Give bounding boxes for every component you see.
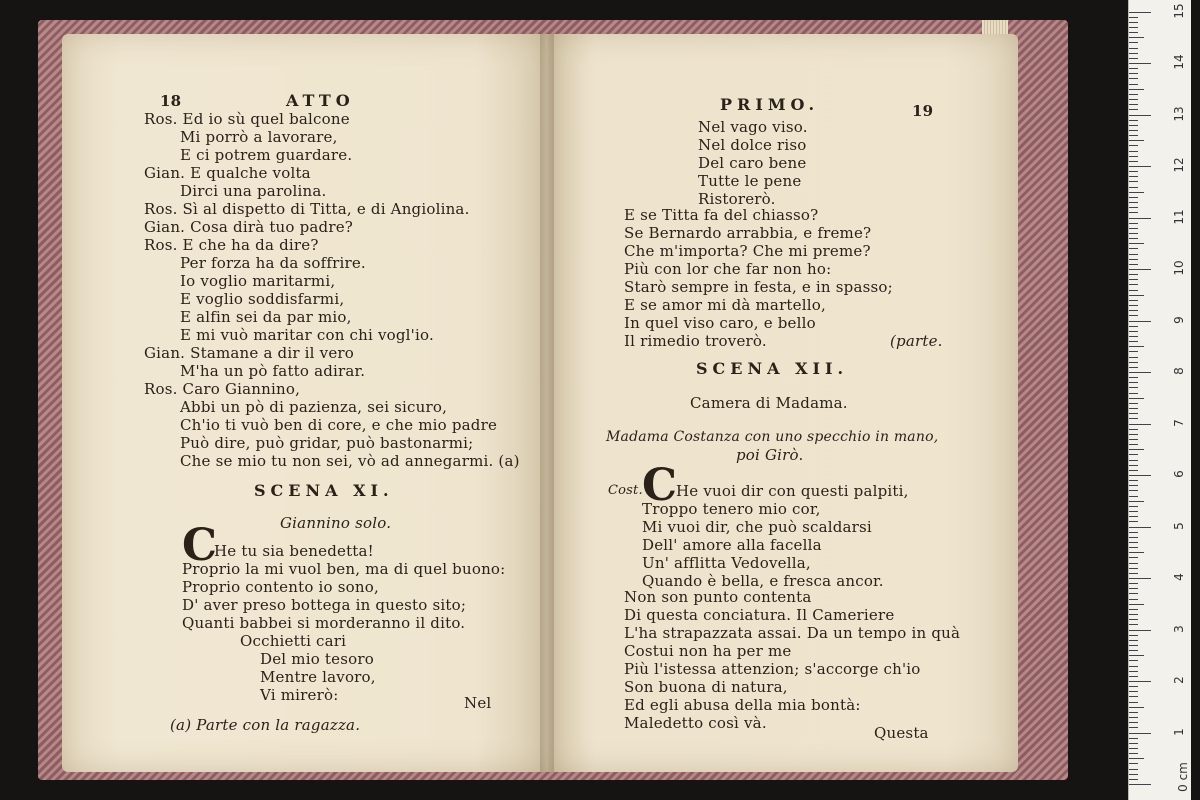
right-line: E se Titta fa del chiasso? [624, 206, 819, 224]
ruler-tick [1129, 32, 1138, 33]
ruler-tick [1129, 331, 1138, 332]
ruler-tick [1129, 748, 1138, 749]
ruler-tick [1129, 691, 1138, 692]
left-running-head: ATTO [286, 91, 355, 110]
right-speaker: Cost. [608, 483, 643, 498]
ruler-tick [1129, 151, 1138, 152]
ruler-tick [1129, 429, 1138, 430]
ruler-number: 3 [1172, 624, 1186, 633]
ruler-tick [1129, 17, 1138, 18]
ruler-number: 12 [1172, 157, 1186, 173]
ruler-tick [1129, 593, 1138, 594]
right-line: Del caro bene [698, 154, 807, 172]
right-exit-note: (parte. [890, 332, 943, 350]
ruler-tick [1129, 573, 1138, 574]
ruler-tick [1129, 418, 1138, 419]
ruler-tick [1129, 243, 1144, 244]
ruler-tick [1129, 382, 1138, 383]
right-running-head: PRIMO. [720, 95, 820, 114]
ruler-tick [1129, 532, 1138, 533]
ruler-tick [1129, 99, 1138, 100]
ruler-tick [1129, 321, 1151, 322]
left-line: Per forza ha da soffrire. [180, 254, 366, 272]
ruler-tick [1129, 722, 1138, 723]
left-line: Ch'io ti vuò ben di core, e che mio padre [180, 416, 498, 434]
ruler-tick [1129, 681, 1151, 682]
ruler-number: 2 [1172, 676, 1186, 684]
ruler-tick [1129, 527, 1151, 528]
ruler-tick [1129, 218, 1151, 219]
ruler-tick [1129, 109, 1138, 110]
ruler-tick [1129, 686, 1138, 687]
ruler-tick [1129, 537, 1138, 538]
right-page-number: 19 [912, 102, 934, 120]
left-scene-line: Proprio contento io sono, [182, 578, 379, 596]
ruler-tick [1129, 676, 1138, 677]
ruler-tick [1129, 619, 1138, 620]
ruler-tick [1129, 542, 1138, 543]
ruler-tick [1129, 362, 1138, 363]
ruler-tick [1129, 408, 1138, 409]
ruler-number: 1 [1172, 727, 1186, 736]
left-scene-line: Occhietti cari [240, 632, 347, 650]
right-line: Nel dolce riso [698, 136, 807, 154]
left-line: E alfin sei da par mio, [180, 308, 352, 326]
left-line: Gian. E qualche volta [144, 164, 311, 182]
ruler-tick [1129, 315, 1138, 316]
ruler-tick [1129, 413, 1138, 414]
ruler-tick [1129, 733, 1151, 734]
ruler-number: 5 [1172, 521, 1186, 530]
ruler-tick [1129, 465, 1138, 466]
ruler-tick [1129, 557, 1138, 558]
ruler-tick [1129, 506, 1138, 507]
ruler-tick [1129, 341, 1138, 342]
ruler-tick [1129, 568, 1138, 569]
left-line: E ci potrem guardare. [180, 146, 353, 164]
ruler-tick [1129, 449, 1144, 450]
ruler-tick [1129, 233, 1138, 234]
ruler-tick [1129, 501, 1144, 502]
ruler-number: 10 [1172, 260, 1186, 276]
ruler-number: 13 [1172, 105, 1186, 122]
ruler-tick [1129, 140, 1144, 141]
ruler-tick [1129, 254, 1138, 255]
ruler-tick [1129, 743, 1138, 744]
ruler-tick [1129, 290, 1138, 291]
ruler-tick [1129, 774, 1138, 775]
ruler-tick [1129, 27, 1138, 28]
right-line: Il rimedio troverò. [624, 332, 767, 350]
ruler-tick [1129, 485, 1138, 486]
ruler-tick [1129, 470, 1138, 471]
ruler-tick [1129, 22, 1138, 23]
right-line: Tutte le pene [698, 172, 802, 190]
left-page [62, 34, 548, 772]
right-scene-line: Non son punto contenta [624, 588, 812, 606]
left-scene-line: Vi mirerò: [260, 686, 339, 704]
left-line: Gian. Cosa dirà tuo padre? [144, 218, 354, 236]
right-scene-line: Di questa conciatura. Il Cameriere [624, 606, 895, 624]
ruler-tick [1129, 614, 1138, 615]
ruler-tick [1129, 202, 1138, 203]
ruler-tick [1129, 68, 1138, 69]
right-scene-line: Mi vuoi dir, che può scaldarsi [642, 518, 872, 536]
ruler-tick [1129, 181, 1138, 182]
ruler-number: 11 [1172, 208, 1186, 225]
ruler-tick [1129, 300, 1138, 301]
left-line: Ros. Caro Giannino, [144, 380, 301, 398]
left-scene-setting: Giannino solo. [280, 514, 392, 532]
left-line: Può dire, può gridar, può bastonarmi; [180, 434, 474, 452]
left-scene-line: Proprio la mi vuol ben, ma di quel buono: [182, 560, 506, 578]
right-scene-line: Costui non ha per me [624, 642, 792, 660]
ruler-tick [1129, 403, 1138, 404]
right-scene-line: Son buona di natura, [624, 678, 788, 696]
ruler-tick [1129, 480, 1138, 481]
ruler-tick [1129, 516, 1138, 517]
ruler-tick [1129, 521, 1138, 522]
ruler-tick [1129, 578, 1151, 579]
ruler-tick [1129, 161, 1138, 162]
ruler-number: 4 [1172, 573, 1186, 581]
right-scene-line: He vuoi dir con questi palpiti, [676, 482, 909, 500]
ruler-number: 7 [1172, 418, 1186, 427]
ruler-tick [1129, 655, 1144, 656]
right-catchword: Questa [874, 724, 929, 742]
right-scene-line: L'ha strapazzata assai. Da un tempo in quà [624, 624, 961, 642]
right-scene-setting: Camera di Madama. [690, 394, 848, 412]
ruler-tick [1129, 712, 1138, 713]
ruler-tick [1129, 63, 1151, 64]
left-line: Mi porrò a lavorare, [180, 128, 338, 146]
right-stage-direction: poi Girò. [736, 446, 804, 464]
ruler-tick [1129, 284, 1138, 285]
ruler-tick [1129, 439, 1138, 440]
ruler-tick [1129, 434, 1138, 435]
left-line: Che se mio tu non sei, vò ad annegarmi. (a) [180, 452, 520, 470]
ruler-tick [1129, 454, 1138, 455]
ruler-tick [1129, 78, 1138, 79]
ruler-tick [1129, 223, 1138, 224]
ruler-tick [1129, 94, 1138, 95]
ruler-tick [1129, 696, 1138, 697]
ruler-tick [1129, 125, 1138, 126]
ruler-tick [1129, 671, 1138, 672]
ruler-tick [1129, 274, 1138, 275]
right-line: Starò sempre in festa, e in spasso; [624, 278, 893, 296]
right-line: E se amor mi dà martello, [624, 296, 826, 314]
ruler-tick [1129, 377, 1138, 378]
ruler-tick [1129, 295, 1144, 296]
ruler-unit: 0 cm [1176, 762, 1190, 792]
right-scene-line: Maledetto così và. [624, 714, 767, 732]
ruler-tick [1129, 176, 1138, 177]
left-line: Ros. Ed io sù quel balcone [144, 110, 350, 128]
ruler-tick [1129, 640, 1138, 641]
ruler-tick [1129, 84, 1138, 85]
ruler-number: 15 [1172, 2, 1186, 19]
ruler-tick [1129, 393, 1138, 394]
left-page-number: 18 [160, 92, 182, 110]
ruler-tick [1129, 357, 1138, 358]
ruler-tick [1129, 583, 1138, 584]
right-scene-line: Ed egli abusa della mia bontà: [624, 696, 861, 714]
ruler-tick [1129, 645, 1138, 646]
ruler-tick [1129, 120, 1138, 121]
ruler-number: 9 [1172, 315, 1186, 324]
ruler-tick [1129, 238, 1138, 239]
left-line: Dirci una parolina. [180, 182, 327, 200]
ruler-tick [1129, 387, 1138, 388]
ruler-tick [1129, 37, 1144, 38]
ruler-tick [1129, 624, 1138, 625]
left-line: Abbi un pò di pazienza, sei sicuro, [180, 398, 448, 416]
left-footnote: (a) Parte con la ragazza. [170, 716, 361, 734]
ruler-tick [1129, 604, 1144, 605]
ruler-tick [1129, 660, 1138, 661]
ruler-tick [1129, 563, 1138, 564]
right-stage-direction: Madama Costanza con uno specchio in mano, [606, 429, 939, 445]
right-drop-cap: C [642, 460, 678, 511]
right-line: Più con lor che far non ho: [624, 260, 832, 278]
ruler-tick [1129, 367, 1138, 368]
ruler-tick [1129, 89, 1144, 90]
ruler-tick [1129, 326, 1138, 327]
ruler-tick [1129, 228, 1138, 229]
ruler-tick [1129, 156, 1138, 157]
ruler-tick [1129, 753, 1138, 754]
ruler-tick [1129, 248, 1138, 249]
ruler-tick [1129, 53, 1138, 54]
ruler-tick [1129, 717, 1138, 718]
left-scene-line: He tu sia benedetta! [214, 542, 374, 560]
ruler-tick [1129, 609, 1138, 610]
right-scene-line: Dell' amore alla facella [642, 536, 822, 554]
book-gutter [540, 34, 554, 772]
ruler-tick [1129, 779, 1138, 780]
ruler-tick [1129, 666, 1138, 667]
ruler-tick [1129, 460, 1138, 461]
ruler-tick [1129, 279, 1138, 280]
left-line: E mi vuò maritar con chi vogl'io. [180, 326, 434, 344]
ruler-number: 8 [1172, 367, 1186, 375]
ruler-tick [1129, 336, 1138, 337]
right-scene-line: Un' afflitta Vedovella, [642, 554, 811, 572]
ruler-tick [1129, 166, 1151, 167]
right-line: Ristorerò. [698, 190, 776, 208]
left-scene-line: Quanti babbei si morderanno il dito. [182, 614, 466, 632]
left-catchword: Nel [464, 694, 492, 712]
left-line: Ros. Sì al dispetto di Titta, e di Angiolina. [144, 200, 470, 218]
ruler-tick [1129, 207, 1138, 208]
ruler-tick [1129, 171, 1138, 172]
ruler-tick [1129, 588, 1138, 589]
ruler-tick [1129, 115, 1151, 116]
ruler-tick [1129, 192, 1144, 193]
ruler-tick [1129, 187, 1138, 188]
ruler-tick [1129, 310, 1138, 311]
ruler-tick [1129, 424, 1151, 425]
ruler-tick [1129, 630, 1151, 631]
ruler-tick [1129, 552, 1144, 553]
ruler-tick [1129, 707, 1144, 708]
ruler-tick [1129, 212, 1138, 213]
ruler-tick [1129, 104, 1138, 105]
ruler-tick [1129, 650, 1138, 651]
ruler-tick [1129, 145, 1138, 146]
left-scene-line: Del mio tesoro [260, 650, 374, 668]
left-line: Ros. E che ha da dire? [144, 236, 319, 254]
ruler-tick [1129, 490, 1138, 491]
ruler-tick [1129, 769, 1138, 770]
ruler-tick [1129, 12, 1151, 13]
ruler-number: 14 [1172, 54, 1186, 70]
ruler-tick [1129, 58, 1138, 59]
ruler-tick [1129, 48, 1138, 49]
ruler-tick [1129, 758, 1144, 759]
ruler-tick [1129, 635, 1138, 636]
right-line: Se Bernardo arrabbia, e freme? [624, 224, 872, 242]
ruler-number: 6 [1172, 470, 1186, 478]
right-scene-line: Più l'istessa attenzion; s'accorge ch'io [624, 660, 921, 678]
right-line: Che m'importa? Che mi preme? [624, 242, 871, 260]
left-scene-title: SCENA XI. [254, 481, 394, 500]
ruler-tick [1129, 42, 1138, 43]
ruler-tick [1129, 351, 1138, 352]
ruler-tick [1129, 444, 1138, 445]
ruler-tick [1129, 475, 1151, 476]
left-drop-cap: C [182, 520, 218, 571]
ruler-tick [1129, 784, 1151, 785]
measuring-ruler [1128, 0, 1191, 800]
left-scene-line: D' aver preso bottega in questo sito; [182, 596, 467, 614]
right-line: Nel vago viso. [698, 118, 808, 136]
ruler-tick [1129, 372, 1151, 373]
ruler-tick [1129, 702, 1138, 703]
ruler-tick [1129, 511, 1138, 512]
ruler-tick [1129, 496, 1138, 497]
ruler-tick [1129, 763, 1138, 764]
right-line: In quel viso caro, e bello [624, 314, 816, 332]
ruler-tick [1129, 738, 1138, 739]
right-page [548, 34, 1018, 772]
ruler-tick [1129, 398, 1144, 399]
left-line: M'ha un pò fatto adirar. [180, 362, 366, 380]
ruler-tick [1129, 130, 1138, 131]
ruler-tick [1129, 264, 1138, 265]
ruler-tick [1129, 346, 1144, 347]
left-line: Gian. Stamane a dir il vero [144, 344, 355, 362]
left-line: Io voglio maritarmi, [180, 272, 336, 290]
ruler-tick [1129, 73, 1138, 74]
right-scene-title: SCENA XII. [696, 359, 849, 378]
ruler-tick [1129, 197, 1138, 198]
ruler-tick [1129, 727, 1138, 728]
right-scene-line: Troppo tenero mio cor, [642, 500, 821, 518]
right-scene-line: Quando è bella, e fresca ancor. [642, 572, 884, 590]
left-line: E voglio soddisfarmi, [180, 290, 345, 308]
left-scene-line: Mentre lavoro, [260, 668, 376, 686]
ruler-tick [1129, 135, 1138, 136]
ruler-tick [1129, 305, 1138, 306]
ruler-tick [1129, 269, 1151, 270]
ruler-tick [1129, 259, 1138, 260]
ruler-tick [1129, 599, 1138, 600]
ruler-tick [1129, 547, 1138, 548]
